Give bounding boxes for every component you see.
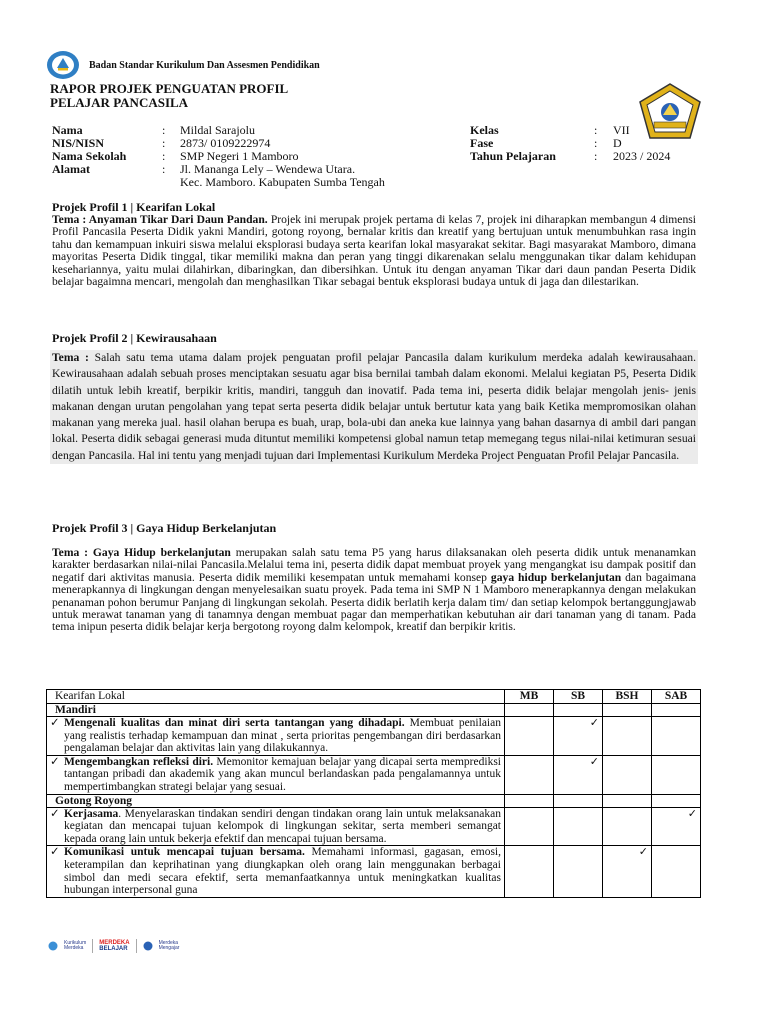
class-label: Kelas: [470, 123, 499, 137]
table-row-category: [47, 704, 701, 717]
footer-logos: [48, 939, 179, 953]
merdeka-line-2: BELAJAR: [99, 946, 128, 952]
project-2-description: [50, 350, 698, 464]
address-line-2: Kec. Mamboro. Kabupaten Sumba Tengah: [180, 175, 385, 189]
nis-label: NIS/NISN: [52, 136, 105, 150]
divider: [92, 939, 93, 953]
criterion-cell: [47, 717, 505, 756]
colon: :: [594, 136, 598, 150]
mark-bsh: [603, 717, 652, 756]
merdeka-line-1: MERDEKA: [99, 940, 130, 946]
project-2-theme: Tema :: [52, 351, 89, 364]
student-info-left: [52, 124, 385, 189]
year-value: 2023 / 2024: [613, 149, 671, 163]
header: [46, 50, 320, 80]
project-1-title: Projek Profil 1 | Kearifan Lokal: [52, 200, 216, 214]
phase-value: D: [613, 136, 622, 150]
mark-bsh: [603, 807, 652, 846]
mark-sb: [554, 846, 603, 897]
project-2-body: Salah satu tema utama dalam projek penguatan profil pelajar Pancasila dalam kurikulum merdeka adalah kewirausahaan. Kewirausahaan adalah sebuah proses menciptakan sesuatu agar bisa bernilai tambah dalam ekonomi. Melalui kegiatan P5, Peserta Didik dilatih untuk lebih kreatif, berpikir kritis, mandiri, tangguh dan inovatif. Pada tema ini, peserta didik belajar mengolah jenis- jenis makanan dengan urutan pengolahan yang tepat serta peserta didik belajar untuk bertutur kata yang baik Ketika mempromosikan olahan makanan yang mereka jual. hasil olahan berupa es buah, urap, bola-ubi dan aneka kue lainnya yang bahan dasarnya di ambil dari pangan lokal. Peserta didik sebagai generasi muda dituntut memiliki kompetensi global namun tetap memegang tegus nilai-nilai ketimuran sesuai dengan Pancasila. Hal ini tentu yang menjadi tujuan dari Implementasi Kurikulum Merdeka Project Penguatan Profil Pelajar Pancasila.: [52, 351, 696, 462]
nis-value: 2873/ 0109222974: [180, 136, 271, 150]
kurikulum-merdeka-logo-icon: [48, 941, 58, 951]
header-sb: SB: [554, 690, 603, 704]
colon: :: [162, 162, 166, 176]
header-topic: Kearifan Lokal: [47, 690, 505, 704]
student-info-right: [470, 124, 670, 163]
name-label: Nama: [52, 123, 83, 137]
phase-label: Fase: [470, 136, 494, 150]
colon: :: [162, 136, 166, 150]
mengajar-line-2: Mengajar: [158, 945, 180, 951]
table-row: [47, 755, 701, 794]
category-gotong-royong: Gotong Royong: [47, 794, 505, 807]
mark-sab: [652, 846, 701, 897]
kurikulum-line-2: Merdeka: [64, 945, 84, 951]
colon: :: [594, 149, 598, 163]
criterion-title: Komunikasi untuk mencapai tujuan bersama.: [64, 846, 305, 859]
project-3-theme: Tema : Gaya Hidup berkelanjutan: [52, 546, 231, 559]
mark-sb: [554, 807, 603, 846]
project-1-description: [52, 214, 696, 288]
criterion-cell: [47, 846, 505, 897]
tut-wuri-handayani-logo-icon: [46, 50, 80, 80]
checkmark-icon: ✓: [50, 755, 60, 768]
criterion-text: Membuat penilaian yang realistis terhadap kemampuan dan minat , serta prioritas pengembangan diri berdasarkan pengalaman belajar dan aktivitas lain yang dilakukannya.: [64, 717, 501, 755]
mark-sab: [652, 717, 701, 756]
header-bsh: BSH: [603, 690, 652, 704]
mark-mb: [505, 846, 554, 897]
empty-cell: [554, 794, 603, 807]
empty-cell: [603, 794, 652, 807]
criterion-text: . Menyelaraskan tindakan sendiri dengan tindakan orang lain untuk melaksanakan kegiatan dan mencapai tujuan kelompok di lingkungan sekitar, serta memberi semangat kepada orang lain untuk bekerja efektif dan mencapai tujuan bersama.: [64, 807, 501, 845]
project-3-body-a: merupakan salah satu tema P5 yang harus dilaksanakan oleh peserta didik untuk menanamkan karakter berdasarkan nilai-nilai Pancasila.Melalui tema ini, peserta didik dapat membuat proyek yang mengangkat isu dampak positif dan negatif dari aktivitas manusia. Peserta didik memiliki kesempatan untuk memahami konsep: [52, 546, 696, 584]
mark-sb: ✓: [554, 755, 603, 794]
empty-cell: [603, 704, 652, 717]
table-row: [47, 717, 701, 756]
title-line-1: RAPOR PROJEK PENGUATAN PROFIL: [50, 81, 289, 96]
empty-cell: [505, 794, 554, 807]
criterion-title: Mengembangkan refleksi diri.: [64, 755, 214, 768]
criterion-text: Memahami informasi, gagasan, emosi, keterampilan dan keprihatinan yang diungkapkan oleh orang lain menggunakan berbagai simbol dan medi secara efektif, serta memanfaatkannya untuk meningkatkan kualitas hubungan interpersonal guna: [64, 846, 501, 897]
project-3-bold-phrase: gaya hidup berkelanjutan: [490, 570, 622, 584]
mark-bsh: ✓: [603, 846, 652, 897]
page-title: [50, 82, 288, 110]
empty-cell: [554, 704, 603, 717]
merdeka-belajar-logo: [99, 940, 129, 952]
project-1-body: Projek ini merupak projek pertama di kelas 7, projek ini diharapkan membangun 4 dimensi Profil Pancasila Peserta Didik yakni Mandiri, gotong royong, bernalar kritis dan kreatif yang bertujuan untuk menumbuhkan rasa ingin tahu dan kemampuan inkuiri siswa melalui eksplorasi budaya serta kearifan lokal masyarakat sekitar. Bagi masyarakat Mamboro, dimana mayoritas Peserta Didik tinggal, tikar memiliki makna dan peran yang tinggi dikarenakan selalu menggunakan tikar dalam kehidupan kesehariannya, yaitu mulai dilahirkan, dibaringkan, dan dibersihkan. Untuk itu dengan anyaman Tikar dari daun pandan Peserta Didik belajar bagaimna mencari, mengolah dan menghasilkan Tikar sebagai bentuk eksplorasi budaya untuk di jaga dan dilestarikan.: [52, 213, 696, 289]
criterion-title: Mengenali kualitas dan minat diri serta tantangan yang dihadapi.: [64, 717, 405, 729]
project-3-body-b: dan bagaimana menerapkannya di lingkungan dengan menyelesaikan suatu proyek. Pada tema ini SMP N 1 Mamboro menerapkannya dengan melakukan penanaman pohon berumur Panjang di lingkungan sekolah. Peserta didik berlatih kerja dalam tim/ dan setiap kelompok bertanggungjawab untuk merawat tanaman yang di tanamnya dengan membuat pagar dan memperhatikan kebutuhan air dari tanaman yang di tanam. Pada tema inipun peserta didik belajar kerja bergotong royong dalm kelompok, kreatif dan berpikir kritis.: [52, 570, 697, 634]
project-3-title: Projek Profil 3 | Gaya Hidup Berkelanjutan: [52, 521, 277, 535]
merdeka-mengajar-text: [159, 941, 180, 951]
criterion-cell: [47, 807, 505, 846]
address-line-1: Jl. Mananga Lely – Wendewa Utara.: [180, 162, 356, 176]
mark-sab: [652, 755, 701, 794]
class-value: VII: [613, 123, 630, 137]
info-row-address: [52, 163, 385, 189]
criterion-text: Memonitor kemajuan belajar yang dicapai serta memprediksi tantangan pribadi dan akademik yang akan muncul berlandaskan pada pengalamannya untuk mempertimbangkan strategi belajar yang sesuai.: [64, 755, 501, 793]
organization-name: Badan Standar Kurikulum Dan Assesmen Pendidikan: [89, 59, 320, 71]
mark-mb: [505, 755, 554, 794]
header-sab: SAB: [652, 690, 701, 704]
empty-cell: [505, 704, 554, 717]
kurikulum-merdeka-text: [64, 941, 86, 951]
mark-sab: ✓: [652, 807, 701, 846]
colon: :: [594, 123, 598, 137]
merdeka-mengajar-logo-icon: [143, 941, 153, 951]
school-label: Nama Sekolah: [52, 149, 127, 163]
name-value: Mildal Sarajolu: [180, 123, 255, 137]
empty-cell: [652, 794, 701, 807]
colon: :: [162, 149, 166, 163]
info-row-year: [470, 150, 670, 163]
colon: :: [162, 123, 166, 137]
empty-cell: [652, 704, 701, 717]
table-header-row: [47, 690, 701, 704]
mark-sb: ✓: [554, 717, 603, 756]
mark-bsh: [603, 755, 652, 794]
mark-mb: [505, 717, 554, 756]
kurikulum-line-1: Kurikulum: [64, 940, 87, 946]
checkmark-icon: ✓: [50, 807, 60, 820]
checkmark-icon: ✓: [50, 846, 60, 859]
mengajar-line-1: Merdeka: [158, 940, 179, 946]
criterion-title: Kerjasama: [64, 807, 119, 820]
table-row: [47, 807, 701, 846]
divider: [136, 939, 137, 953]
year-label: Tahun Pelajaran: [470, 149, 556, 163]
header-mb: MB: [505, 690, 554, 704]
checkmark-icon: ✓: [50, 717, 60, 729]
category-mandiri: Mandiri: [47, 704, 505, 717]
project-3-description: [52, 547, 696, 634]
info-row-class: [470, 124, 670, 137]
title-line-2: PELAJAR PANCASILA: [50, 95, 189, 110]
project-1-theme: Tema : Anyaman Tikar Dari Daun Pandan.: [52, 213, 268, 226]
mark-mb: [505, 807, 554, 846]
assessment-table: [46, 689, 701, 898]
table-row: [47, 846, 701, 897]
address-label: Alamat: [52, 162, 90, 176]
school-value: SMP Negeri 1 Mamboro: [180, 149, 299, 163]
criterion-cell: [47, 755, 505, 794]
table-row-category: [47, 794, 701, 807]
project-2-title: Projek Profil 2 | Kewirausahaan: [52, 331, 217, 345]
address-value: [180, 163, 385, 189]
